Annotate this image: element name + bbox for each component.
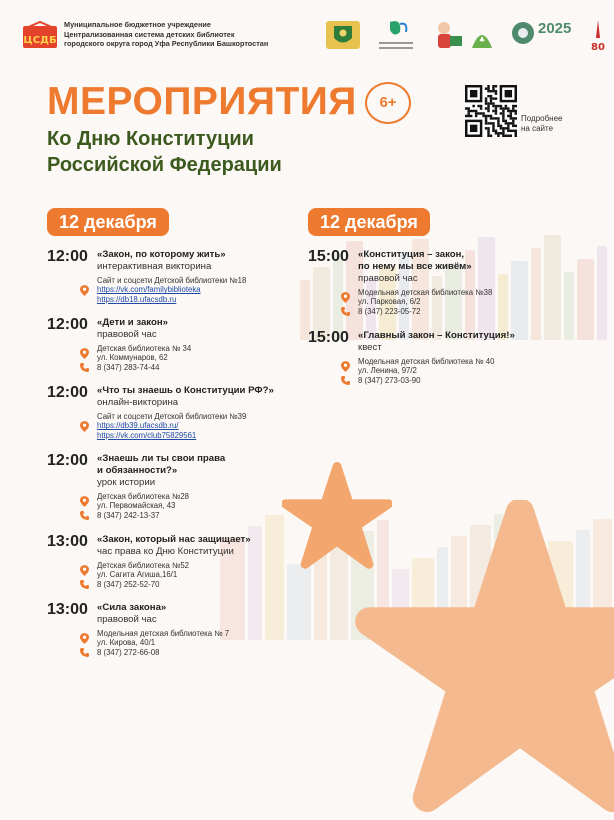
event-address: ул. Кирова, 40/1 xyxy=(97,638,317,647)
location-pin-icon xyxy=(80,496,89,507)
event-time: 12:00 xyxy=(47,248,88,265)
organization-name xyxy=(64,20,268,49)
event-link[interactable]: https://vk.com/familybiblioteka xyxy=(97,285,317,294)
qr-caption-line: Подробнее xyxy=(521,114,563,123)
location-pin-icon xyxy=(341,361,350,372)
event-address: ул. Ленина, 97/2 xyxy=(358,366,578,375)
event-time: 12:00 xyxy=(47,316,88,333)
event-type: интерактивная викторина xyxy=(97,261,212,272)
event-address: ул. Коммунаров, 62 xyxy=(97,353,317,362)
phone-icon xyxy=(341,307,350,316)
subtitle-line: Российской Федерации xyxy=(47,154,282,176)
event-location: Модельная детская библиотека № 7 xyxy=(97,629,230,638)
reading-character-icon xyxy=(432,18,466,54)
year-2025-text: 2025 xyxy=(538,20,572,37)
event-type: онлайн-викторина xyxy=(97,397,179,408)
event-name: «Конституция – закон, xyxy=(358,249,465,260)
event-name: по нему мы все живём» xyxy=(358,261,472,272)
nature-year-icon xyxy=(468,18,496,54)
event-type: квест xyxy=(358,342,382,353)
event-type: правовой час xyxy=(97,329,157,340)
date-badge-left: 12 декабря xyxy=(47,208,169,236)
location-pin-icon xyxy=(80,421,89,432)
event-phone: 8 (347) 273-03-90 xyxy=(358,376,578,385)
event-time: 13:00 xyxy=(47,601,88,618)
phone-icon xyxy=(80,511,89,520)
culture-department-icon xyxy=(376,18,416,58)
book-spine-decoration xyxy=(597,246,607,340)
age-rating-badge: 6+ xyxy=(365,82,411,124)
event-name: «Закон, который нас защищает» xyxy=(97,534,251,545)
svg-text:♣: ♣ xyxy=(478,36,486,44)
location-pin-icon xyxy=(80,285,89,296)
org-line: Муниципальное бюджетное учреждение xyxy=(64,20,211,29)
csdb-logo-text: ЦСДБ xyxy=(23,35,57,46)
event-link[interactable]: https://vk.com/club75829561 xyxy=(97,430,197,440)
book-spine-decoration xyxy=(577,259,594,340)
event-location: Детская библиотека №28 xyxy=(97,492,189,501)
event-link[interactable]: https://db18.ufacsdb.ru xyxy=(97,294,177,304)
event-name: «Что ты знаешь о Конституции РФ?» xyxy=(97,385,274,396)
event-type: урок истории xyxy=(97,477,156,488)
page-subtitle xyxy=(47,126,282,178)
qr-code[interactable] xyxy=(465,85,517,137)
event-location: Модельная детская библиотека №38 xyxy=(358,288,493,297)
event-location: Детская библиотека №52 xyxy=(97,561,189,570)
big-star-decoration xyxy=(355,500,614,820)
csdb-logo-icon xyxy=(22,20,58,50)
event-link[interactable]: https://db39.ufacsdb.ru/ xyxy=(97,421,317,430)
phone-icon xyxy=(80,648,89,657)
event-phone: 8 (347) 242-13-37 xyxy=(97,511,317,520)
header xyxy=(22,18,614,58)
date-badge-right: 12 декабря xyxy=(308,208,430,236)
event-name: «Дети и закон» xyxy=(97,317,168,328)
event-name: «Сила закона» xyxy=(97,602,167,613)
org-line: Централизованная система детских библиотек xyxy=(64,29,235,39)
year-2025-emblem-icon xyxy=(510,18,536,48)
phone-icon xyxy=(80,363,89,372)
event-phone: 8 (347) 252-52-70 xyxy=(97,580,317,589)
event-time: 15:00 xyxy=(308,248,349,265)
event-address: ул. Парковая, 6/2 xyxy=(358,297,578,306)
location-pin-icon xyxy=(341,292,350,303)
event-address: ул. Сагита Агиша,16/1 xyxy=(97,570,317,579)
org-line: городского округа город Уфа Республики Башкортостан xyxy=(64,39,269,49)
event-time: 15:00 xyxy=(308,329,349,346)
event-location: Модельная детская библиотека № 40 xyxy=(358,357,495,366)
event-phone: 8 (347) 283-74-44 xyxy=(97,363,317,372)
qr-caption-line: на сайте xyxy=(521,124,554,133)
victory-80-emblem-icon xyxy=(584,18,612,56)
location-pin-icon xyxy=(80,633,89,644)
location-pin-icon xyxy=(80,348,89,359)
event-time: 13:00 xyxy=(47,533,88,550)
event-time: 12:00 xyxy=(47,384,88,401)
event-phone: 8 (347) 223-05-72 xyxy=(358,307,578,316)
page-title: МЕРОПРИЯТИЯ xyxy=(47,80,357,123)
event-name: «Главный закон – Конституция!» xyxy=(358,330,515,341)
event-location: Сайт и соцсети Детской библиотеки №18 xyxy=(97,276,247,285)
event-phone: 8 (347) 272-66-08 xyxy=(97,648,317,657)
coat-of-arms-icon xyxy=(324,18,362,52)
phone-icon xyxy=(341,376,350,385)
event-type: правовой час xyxy=(97,614,157,625)
event-type: правовой час xyxy=(358,273,418,284)
subtitle-line: Ко Дню Конституции xyxy=(47,128,254,150)
svg-text:80: 80 xyxy=(591,42,605,53)
qr-caption xyxy=(521,114,563,134)
event-location: Сайт и соцсети Детской библиотеки №39 xyxy=(97,412,247,421)
event-time: 12:00 xyxy=(47,452,88,469)
event-address: ул. Первомайская, 43 xyxy=(97,501,317,510)
phone-icon xyxy=(80,580,89,589)
event-name: «Закон, по которому жить» xyxy=(97,249,226,260)
event-location: Детская библиотека № 34 xyxy=(97,344,192,353)
event-type: час права ко Дню Конституции xyxy=(97,546,234,557)
event-name: и обязанности?» xyxy=(97,465,178,476)
location-pin-icon xyxy=(80,565,89,576)
event-name: «Знаешь ли ты свои права xyxy=(97,453,226,464)
